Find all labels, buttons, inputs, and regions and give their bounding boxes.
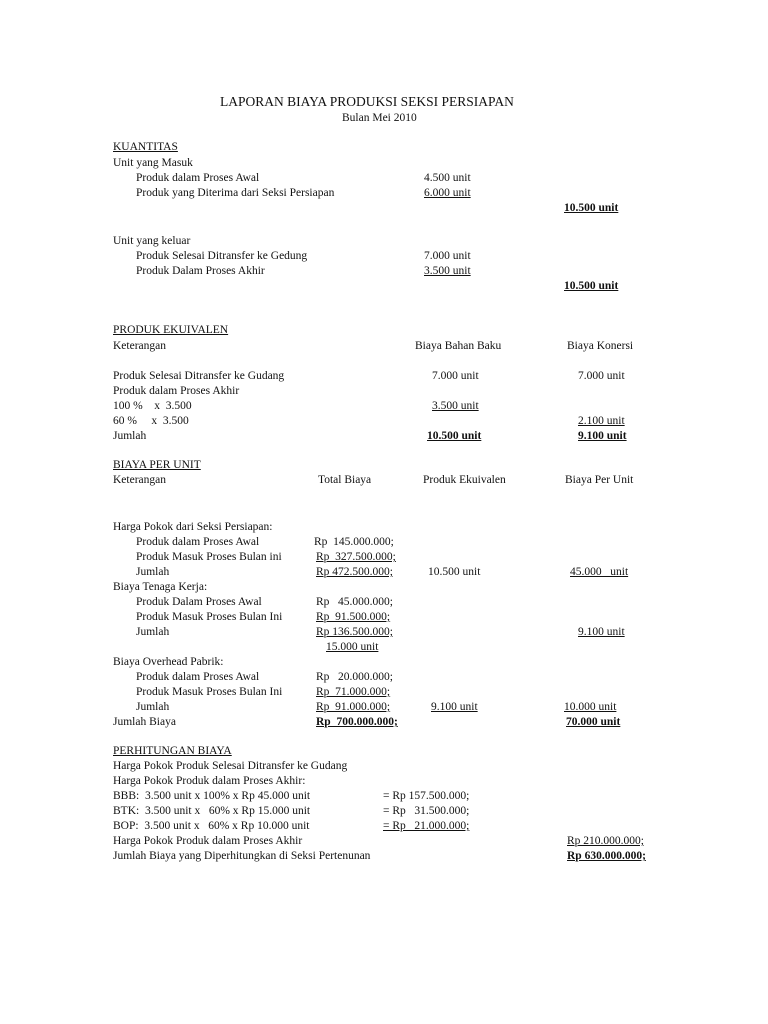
calc-value: = Rp 31.500.000; xyxy=(383,805,470,817)
grand-total-label: Jumlah Biaya yang Diperhitungkan di Seksi Pertenunan xyxy=(113,850,371,862)
bpu-header-per: Biaya Per Unit xyxy=(565,474,634,486)
bop-row-eq: 9.100 unit xyxy=(431,701,478,713)
hp-row-eq: 10.500 unit xyxy=(428,566,481,578)
ekuivalen-total-konversi: 9.100 unit xyxy=(578,430,627,442)
ekuivalen-header-konversi: Biaya Konersi xyxy=(567,340,634,352)
perhitungan-line: Harga Pokok Produk Selesai Ditransfer ke Gudang xyxy=(113,760,348,772)
report-title: LAPORAN BIAYA PRODUKSI SEKSI PERSIAPAN xyxy=(220,94,514,109)
bop-label: Biaya Overhead Pabrik: xyxy=(113,656,224,668)
calc-label: BOP: 3.500 unit x 60% x Rp 10.000 unit xyxy=(113,820,310,832)
ekuivalen-row-label: 100 % x 3.500 xyxy=(113,400,192,412)
calc-label: BTK: 3.500 unit x 60% x Rp 15.000 unit xyxy=(113,805,311,817)
jumlah-biaya-label: Jumlah Biaya xyxy=(113,716,176,728)
keluar-item-label: Produk Dalam Proses Akhir xyxy=(136,265,265,277)
hp-row-total: Rp 145.000.000; xyxy=(314,536,394,548)
ekuivalen-header-bbb: Biaya Bahan Baku xyxy=(415,340,502,352)
hp-row-per: 45.000 unit xyxy=(570,566,629,578)
keluar-item-value: 7.000 unit xyxy=(424,250,471,262)
bpu-header-eq: Produk Ekuivalen xyxy=(423,474,506,486)
masuk-total: 10.500 unit xyxy=(564,202,619,214)
ekuivalen-row-label: Produk dalam Proses Akhir xyxy=(113,385,240,397)
bpu-header-total: Total Biaya xyxy=(318,474,372,486)
keluar-total: 10.500 unit xyxy=(564,280,619,292)
ekuivalen-row-label: Produk Selesai Ditransfer ke Gudang xyxy=(113,370,285,382)
perhitungan-line: Harga Pokok Produk dalam Proses Akhir: xyxy=(113,775,306,787)
jumlah-biaya-total: Rp 700.000.000; xyxy=(316,716,398,728)
bop-row-per: 10.000 unit xyxy=(564,701,617,713)
unit-keluar-label: Unit yang keluar xyxy=(113,235,191,247)
masuk-item-label: Produk dalam Proses Awal xyxy=(136,172,260,184)
hp-akhir-value: Rp 210.000.000; xyxy=(567,835,644,847)
masuk-item-value: 6.000 unit xyxy=(424,187,471,199)
keluar-item-label: Produk Selesai Ditransfer ke Gedung xyxy=(136,250,308,262)
btk-row-total: Rp 45.000.000; xyxy=(316,596,393,608)
hp-label: Harga Pokok dari Seksi Persiapan: xyxy=(113,521,273,533)
grand-total-value: Rp 630.000.000; xyxy=(567,850,646,862)
kuantitas-heading: KUANTITAS xyxy=(113,141,178,153)
bpu-header-keterangan: Keterangan xyxy=(113,474,166,486)
keluar-item-value: 3.500 unit xyxy=(424,265,471,277)
unit-masuk-label: Unit yang Masuk xyxy=(113,157,193,169)
hp-row-label: Produk Masuk Proses Bulan ini xyxy=(136,551,282,563)
hp-row-total: Rp 472.500.000; xyxy=(316,566,393,578)
hp-akhir-label: Harga Pokok Produk dalam Proses Akhir xyxy=(113,835,303,847)
ekuivalen-row-konversi: 2.100 unit xyxy=(578,415,625,427)
btk-row-label: Produk Dalam Proses Awal xyxy=(136,596,262,608)
masuk-item-value: 4.500 unit xyxy=(424,172,471,184)
bop-row-total: Rp 20.000.000; xyxy=(316,671,393,683)
ekuivalen-row-konversi: 7.000 unit xyxy=(578,370,625,382)
ekuivalen-row-bbb: 3.500 unit xyxy=(432,400,479,412)
calc-label: BBB: 3.500 unit x 100% x Rp 45.000 unit xyxy=(113,790,311,802)
btk-label: Biaya Tenaga Kerja: xyxy=(113,581,208,593)
bpu-heading: BIAYA PER UNIT xyxy=(113,459,201,471)
bop-row-total: Rp 71.000.000; xyxy=(316,686,391,698)
bop-row-label: Produk dalam Proses Awal xyxy=(136,671,260,683)
btk-row-label: Jumlah xyxy=(136,626,170,638)
ekuivalen-heading: PRODUK EKUIVALEN xyxy=(113,324,229,336)
btk-row-label: Produk Masuk Proses Bulan Ini xyxy=(136,611,283,623)
calc-value: = Rp 157.500.000; xyxy=(383,790,470,802)
btk-row-total: Rp 91.500.000; xyxy=(316,611,391,623)
masuk-item-label: Produk yang Diterima dari Seksi Persiapan xyxy=(136,187,335,199)
perhitungan-heading: PERHITUNGAN BIAYA xyxy=(113,745,232,757)
calc-value: = Rp 21.000.000; xyxy=(383,820,470,832)
bop-row-label: Produk Masuk Proses Bulan Ini xyxy=(136,686,283,698)
jumlah-biaya-per: 70.000 unit xyxy=(566,716,621,728)
hp-row-total: Rp 327.500.000; xyxy=(316,551,396,563)
bop-row-total: Rp 91.000.000; xyxy=(316,701,391,713)
btk-row-per: 9.100 unit xyxy=(578,626,625,638)
ekuivalen-row-label: Jumlah xyxy=(113,430,147,442)
bop-row-label: Jumlah xyxy=(136,701,170,713)
ekuivalen-row-bbb: 7.000 unit xyxy=(432,370,479,382)
report-period: Bulan Mei 2010 xyxy=(342,112,417,124)
ekuivalen-total-bbb: 10.500 unit xyxy=(427,430,482,442)
ekuivalen-header-keterangan: Keterangan xyxy=(113,340,166,352)
hp-row-label: Produk dalam Proses Awal xyxy=(136,536,260,548)
hp-row-label: Jumlah xyxy=(136,566,170,578)
ekuivalen-row-label: 60 % x 3.500 xyxy=(113,415,189,427)
btk-extra-value: 15.000 unit xyxy=(326,641,379,653)
btk-row-total: Rp 136.500.000; xyxy=(316,626,393,638)
